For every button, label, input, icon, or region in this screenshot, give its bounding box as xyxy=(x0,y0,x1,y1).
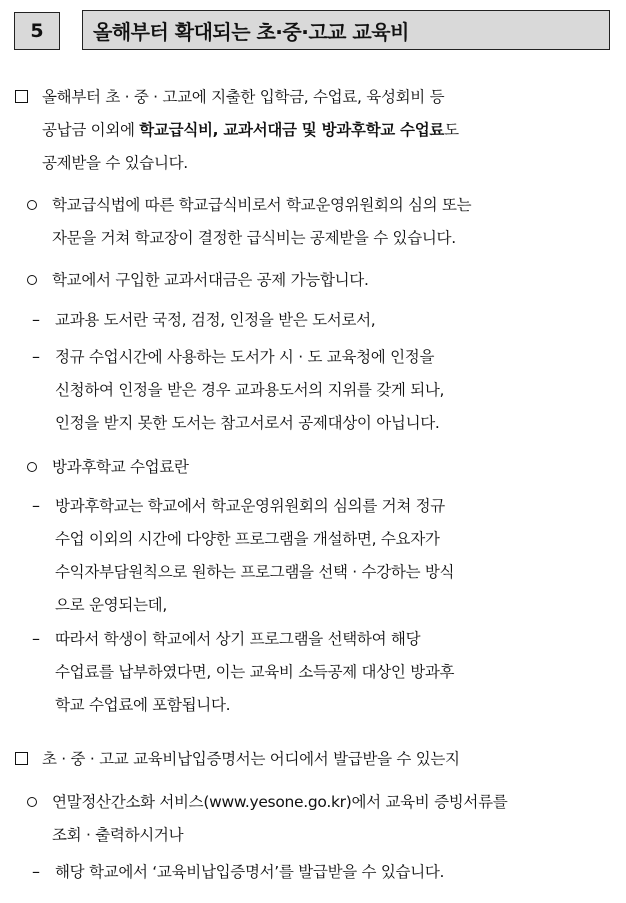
item-circle-2 xyxy=(52,264,612,297)
item-dash-5 xyxy=(55,856,615,889)
text-line: 신청하여 인정을 받은 경우 교과용도서의 지위를 갖게 되나, xyxy=(55,381,445,399)
dash-bullet-icon: – xyxy=(32,862,40,881)
text-line: 교과용 도서란 국정, 검정, 인정을 받은 도서로서, xyxy=(55,311,376,329)
item-dash-2 xyxy=(55,341,615,440)
square-bullet-icon xyxy=(15,90,28,103)
text-line: 방과후학교는 학교에서 학교운영위원회의 심의를 거쳐 정규 xyxy=(55,497,445,515)
text-segment: 공납금 이외에 xyxy=(42,121,140,139)
item-circle-4 xyxy=(52,786,612,852)
circle-bullet-icon xyxy=(27,462,37,472)
dash-bullet-icon: – xyxy=(32,629,40,648)
text-line: 인정을 받지 못한 도서는 참고서로서 공제대상이 아닙니다. xyxy=(55,414,440,432)
circle-bullet-icon xyxy=(27,200,37,210)
dash-bullet-icon: – xyxy=(32,347,40,366)
text-line: 초 · 중 · 고교 교육비납입증명서는 어디에서 발급받을 수 있는지 xyxy=(42,750,460,768)
text-line: 수업료를 납부하였다면, 이는 교육비 소득공제 대상인 방과후 xyxy=(55,663,455,681)
section-title xyxy=(82,10,610,50)
text-line: 으로 운영되는데, xyxy=(55,596,167,614)
item-dash-3 xyxy=(55,490,615,622)
text-line: 해당 학교에서 ‘교육비납입증명서’를 발급받을 수 있습니다. xyxy=(55,863,445,881)
item-dash-4 xyxy=(55,623,615,722)
text-line: 수업 이외의 시간에 다양한 프로그램을 개설하면, 수요자가 xyxy=(55,530,440,548)
item-circle-3 xyxy=(52,451,612,484)
item-square-1 xyxy=(42,81,614,180)
circle-bullet-icon xyxy=(27,275,37,285)
text-line: 연말정산간소화 서비스(www.yesone.go.kr)에서 교육비 증빙서류를 xyxy=(52,793,508,811)
text-line: 따라서 학생이 학교에서 상기 프로그램을 선택하여 해당 xyxy=(55,630,421,648)
section-title-text: 올해부터 확대되는 초·중·고교 교육비 xyxy=(93,19,409,44)
square-bullet-icon xyxy=(15,752,28,765)
section-number: 5 xyxy=(14,12,60,50)
bold-text: 학교급식비, 교과서대금 및 방과후학교 수업료 xyxy=(139,121,445,139)
text-line: 수익자부담원칙으로 원하는 프로그램을 선택 · 수강하는 방식 xyxy=(55,563,455,581)
text-line: 조회 · 출력하시거나 xyxy=(52,826,184,844)
text-line: 자문을 거쳐 학교장이 결정한 급식비는 공제받을 수 있습니다. xyxy=(52,229,456,247)
text-line: 학교에서 구입한 교과서대금은 공제 가능합니다. xyxy=(52,271,369,289)
item-square-2 xyxy=(42,743,614,776)
circle-bullet-icon xyxy=(27,797,37,807)
text-line: 학교급식법에 따른 학교급식비로서 학교운영위원회의 심의 또는 xyxy=(52,196,472,214)
text-line xyxy=(42,114,614,147)
text-line: 정규 수업시간에 사용하는 도서가 시 · 도 교육청에 인정을 xyxy=(55,348,435,366)
dash-bullet-icon: – xyxy=(32,310,40,329)
text-line: 공제받을 수 있습니다. xyxy=(42,154,188,172)
item-dash-1 xyxy=(55,304,615,337)
text-segment: 도 xyxy=(444,121,459,139)
text-line: 학교 수업료에 포함됩니다. xyxy=(55,696,231,714)
text-line: 방과후학교 수업료란 xyxy=(52,458,189,476)
text-line: 올해부터 초 · 중 · 고교에 지출한 입학금, 수업료, 육성회비 등 xyxy=(42,88,445,106)
dash-bullet-icon: – xyxy=(32,496,40,515)
item-circle-1 xyxy=(52,189,612,255)
